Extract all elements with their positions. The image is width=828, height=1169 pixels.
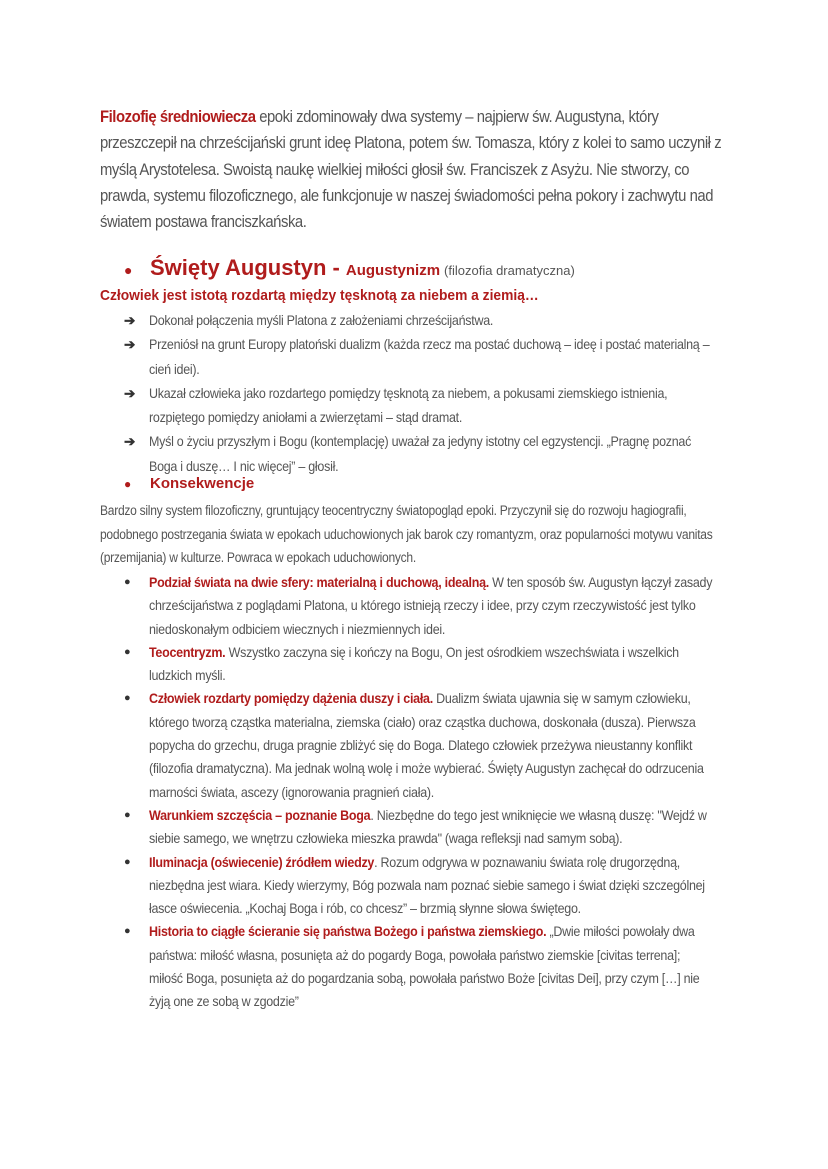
list-item — [124, 641, 764, 688]
list-item — [124, 851, 764, 921]
arrow-icon: ➔ — [124, 313, 136, 328]
bullet-text: Dualizm świata ujawnia się w samym człowieku, którego tworzą cząstka materialna, ziemska (ciało) oraz cząstka duchowa, doskonała (dusza). Pierwsza popycha do grzechu, druga pragnie zbliżyć się do Boga. Dlatego człowiek przeżywa nieustanny konflikt (filozofia dramatyczna). Ma jednak wolną wolę i może wybierać. Święty Augustyn zachęcał do odrzucenia marności świata, ascezy (ignorowania pragnień ciała). — [149, 691, 704, 800]
bullet-text: Wszystko zaczyna się i kończy na Bogu, On jest ośrodkiem wszechświata i wszelkich ludzkich myśli. — [149, 644, 679, 684]
bullet-title: Teocentryzm. — [149, 644, 226, 660]
bullet-title: Historia to ciągłe ścieranie się państwa Bożego i państwa ziemskiego. — [149, 924, 547, 940]
bullet-title: Iluminacja (oświecenie) źródłem wiedzy — [149, 854, 375, 870]
bullet-list — [124, 571, 764, 1014]
arrow-icon: ➔ — [124, 337, 136, 353]
list-item — [124, 571, 764, 641]
arrow-icon: ➔ — [124, 385, 136, 401]
list-item — [124, 333, 764, 382]
list-item — [124, 804, 764, 851]
bullet-text: „Dwie miłości powołały dwa państwa: miłość własna, posunięta aż do pogardy Boga, powołała państwo ziemskie [civitas terrena]; miłość Boga, posunięta aż do pogardzania sobą, powołała państwo Boże [civitas Dei], przy czym […] nie żyją one ze sobą w zgodzie” — [149, 924, 700, 1010]
consequences-title: Konsekwencje — [150, 475, 255, 492]
arrow-icon: ➔ — [124, 434, 136, 450]
heading-main: Święty Augustyn - — [150, 255, 340, 280]
list-item — [124, 382, 764, 431]
intro-text: epoki zdominowały dwa systemy – najpierw św. Augustyna, który przeszczepił na chrześcijański grunt ideę Platona, potem św. Tomasza, który z kolei to samo uczynił z myślą Arystotelesa. Swoistą naukę wielkiej miłości głosił św. Franciszek z Asyżu. Nie stworzy, co prawda, systemu filozoficznego, ale funkcjonuje w naszej świadomości pełna pokory i zachwytu nad światem postawa franciszkańska. — [100, 108, 722, 232]
bullet-text: . Niezbędne do tego jest wniknięcie we własną duszę: "Wejdź w siebie samego, we wnętrzu człowieka mieszka prawda" (waga refleksji nad samym sobą). — [149, 807, 707, 847]
bullet-icon: ● — [124, 645, 131, 658]
list-item-text: Myśl o życiu przyszłym i Bogu (kontemplację) uważał za jedyny istotny cel egzystencji. „Pragnę poznać Boga i duszę… I nic więcej” – głosił. — [149, 434, 692, 474]
section-heading — [124, 255, 764, 281]
list-item — [124, 687, 764, 803]
bullet-icon: ● — [124, 262, 133, 278]
bullet-text: . Rozum odgrywa w poznawaniu świata rolę drugorzędną, niezbędna jest wiara. Kiedy wierzymy, Bóg pozwala nam poznać siebie samego i świat dzięki szczególnej łasce oświecenia. „Kochaj Boga i rób, co chcesz” – brzmią słynne słowa świętego. — [149, 854, 705, 917]
bullet-title: Podział świata na dwie sfery: materialną i duchową, idealną. — [149, 575, 489, 590]
heading-note: (filozofia dramatyczna) — [444, 263, 575, 278]
bullet-icon: ● — [124, 576, 131, 588]
heading-sub: Augustynizm — [345, 262, 441, 279]
list-item-text: Przeniósł na grunt Europy platoński dualizm (każda rzecz ma postać duchową – ideę i postać materialną – cień idei). — [149, 337, 710, 377]
list-item — [124, 309, 764, 333]
consequences-heading — [124, 475, 254, 492]
bullet-text: W ten sposób św. Augustyn łączył zasady chrześcijaństwa z poglądami Platona, u którego istnieją rzeczy i idee, przy czym rzeczywistość jest tylko niedoskonałym odbiciem wiecznych i niezmiennych idei. — [149, 575, 713, 637]
bullet-icon: ● — [124, 477, 132, 491]
bullet-icon: ● — [124, 855, 131, 868]
list-item — [124, 920, 764, 1013]
bullet-icon: ● — [124, 925, 131, 938]
list-item-text: Ukazał człowieka jako rozdartego pomiędzy tęsknotą za niebem, a pokusami ziemskiego istnienia, rozpiętego pomiędzy aniołami a zwierzętami – stąd dramat. — [149, 385, 668, 426]
bullet-icon: ● — [124, 692, 131, 705]
section-subtitle: Człowiek jest istotą rozdartą między tęsknotą za niebem a ziemią… — [100, 287, 539, 304]
list-item-text: Dokonał połączenia myśli Platona z założeniami chrześcijaństwa. — [149, 313, 494, 328]
consequences-description: Bardzo silny system filozoficzny, gruntujący teocentryczny światopogląd epoki. Przyczynił się do rozwoju hagiografii, podobnego postrzegania świata w epokach uduchowionych jak barok czy romantyzm, oraz popularności motywu vanitas (przemijania) w kulturze. Powraca w epokach uduchowionych. — [100, 503, 713, 566]
arrow-list — [124, 309, 764, 479]
bullet-icon: ● — [124, 808, 131, 821]
intro-highlight: Filozofię średniowiecza — [100, 108, 256, 126]
bullet-title: Człowiek rozdarty pomiędzy dążenia duszy i ciała. — [149, 691, 433, 707]
intro-paragraph — [100, 104, 730, 235]
list-item — [124, 430, 764, 479]
bullet-title: Warunkiem szczęścia – poznanie Boga — [149, 807, 371, 823]
